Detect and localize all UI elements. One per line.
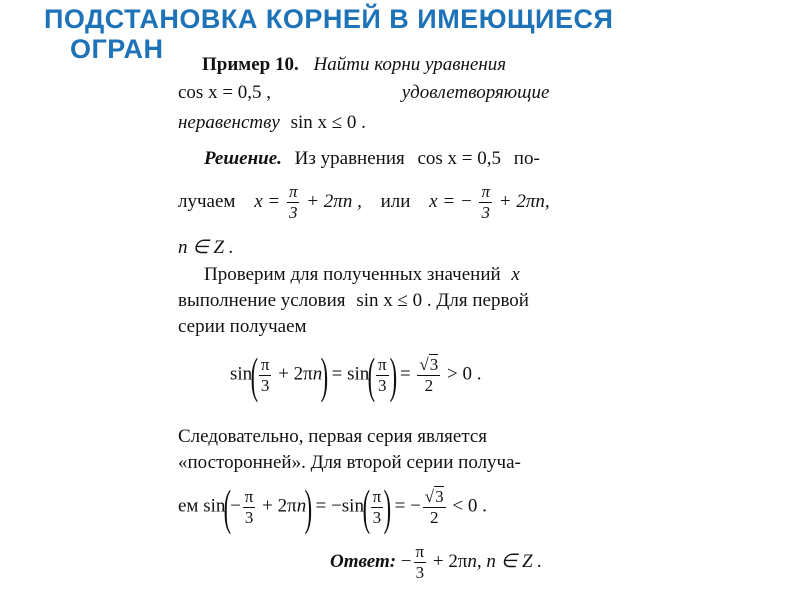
task-line-2 <box>178 82 549 104</box>
solution-text-2: лучаем <box>178 190 236 212</box>
task-line-3 <box>178 112 366 134</box>
check-line-2 <box>178 290 529 312</box>
solution-equation: cos x = 0,5 <box>417 148 502 169</box>
root-series-1: x = $\frac{\pi}{3}$ + 2πn , <box>254 182 367 222</box>
solution-text-1b: по- <box>513 148 540 169</box>
root-series-2: x = − $\frac{\pi}{3}$ + 2πn, <box>429 182 550 222</box>
solution-text-1: Из уравнения <box>294 148 405 169</box>
check-text-2a: выполнение условия <box>178 290 346 311</box>
conclusion-line-3: ем <box>178 495 199 517</box>
task-text-3: неравенству <box>178 112 280 133</box>
equation-cos: cos x = 0,5 , <box>178 82 272 103</box>
or-word: или <box>380 190 411 212</box>
solution-label: Решение. <box>204 148 282 169</box>
solution-line-2 <box>178 182 550 223</box>
check-text-x: x <box>511 264 520 285</box>
check-line-1 <box>204 264 520 286</box>
inequality: sin x ≤ 0 . <box>290 112 366 133</box>
check-text-2b: sin x ≤ 0 . Для первой <box>356 290 529 311</box>
conclusion-line-2: «посторонней». Для второй серии получа- <box>178 452 521 473</box>
conclusion-line-1: Следовательно, первая серия является <box>178 426 488 447</box>
example-label: Пример 10. <box>202 54 299 75</box>
n-in-z: n ∈ Z . <box>178 237 234 258</box>
slide-title-line2: ОГРАН <box>70 34 164 64</box>
solution-line-1 <box>204 148 540 170</box>
answer-tail: n ∈ Z . <box>486 550 543 572</box>
answer-line: Ответ: − $\frac{\pi}{3}$ + 2πn, n ∈ Z . <box>330 542 543 582</box>
task-text-2: удовлетворяющие <box>401 82 550 103</box>
check-text-3: серии получаем <box>178 316 307 337</box>
scanned-page <box>168 44 600 596</box>
formula-series-2: ем sin(− $\frac{\pi}{3}$ + 2πn) = −sin( $\frac{\pi}{3}$ ) = − $\frac{√3}{2}$ < 0 . <box>178 479 487 535</box>
answer-label: Ответ: <box>330 550 397 572</box>
check-text-1: Проверим для полученных значений <box>204 264 501 285</box>
task-text-1: Найти корни уравнения <box>313 54 507 75</box>
slide-title-line1: ПОДСТАНОВКА КОРНЕЙ В ИМЕЮЩИЕСЯ <box>44 4 614 34</box>
example-header <box>202 54 506 76</box>
formula-series-1: sin( $\frac{\pi}{3}$ + 2πn) = sin( $\frac{\pi}{3}$ ) = $\frac{√3}{2}$ > 0 . <box>230 347 482 403</box>
